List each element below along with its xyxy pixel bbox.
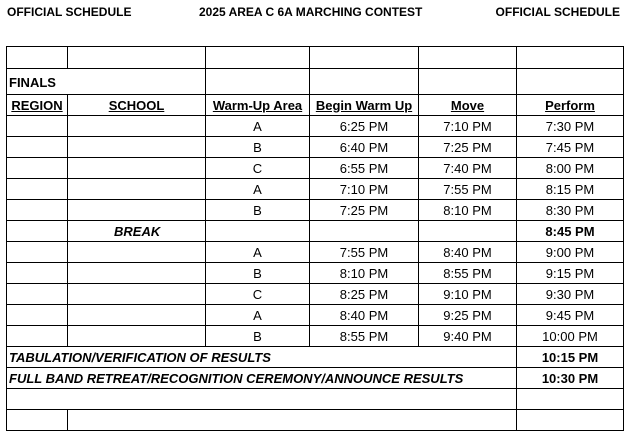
move-cell: 9:10 PM	[419, 284, 517, 305]
schedule-row	[7, 179, 624, 200]
school-cell	[68, 158, 206, 179]
perform-cell: 9:00 PM	[517, 242, 624, 263]
warmup-area-cell: A	[206, 305, 310, 326]
column-header-row	[7, 95, 624, 116]
begin-warmup-cell: 8:10 PM	[310, 263, 419, 284]
warmup-area-cell: C	[206, 158, 310, 179]
school-cell	[68, 263, 206, 284]
break-label: BREAK	[68, 221, 206, 242]
perform-cell: 7:30 PM	[517, 116, 624, 137]
move-cell: 7:25 PM	[419, 137, 517, 158]
region-cell	[7, 179, 68, 200]
schedule-row	[7, 158, 624, 179]
school-cell	[68, 200, 206, 221]
schedule-row	[7, 263, 624, 284]
region-cell	[7, 305, 68, 326]
begin-warmup-cell: 6:55 PM	[310, 158, 419, 179]
retreat-time: 10:30 PM	[517, 368, 624, 389]
region-cell	[7, 284, 68, 305]
column-header: Begin Warm Up	[310, 95, 419, 116]
contest-title: 2025 AREA C 6A MARCHING CONTEST	[199, 5, 423, 19]
schedule-row	[7, 137, 624, 158]
region-cell	[7, 158, 68, 179]
warmup-area-cell: B	[206, 263, 310, 284]
schedule-row	[7, 326, 624, 347]
move-cell: 7:10 PM	[419, 116, 517, 137]
tabulation-label: TABULATION/VERIFICATION OF RESULTS	[7, 347, 517, 368]
perform-cell: 8:00 PM	[517, 158, 624, 179]
perform-cell: 10:00 PM	[517, 326, 624, 347]
perform-cell: 9:30 PM	[517, 284, 624, 305]
region-cell	[7, 200, 68, 221]
move-cell: 7:55 PM	[419, 179, 517, 200]
warmup-area-cell: C	[206, 284, 310, 305]
column-header: Warm-Up Area	[206, 95, 310, 116]
schedule-row	[7, 242, 624, 263]
header-left: OFFICIAL SCHEDULE	[7, 5, 132, 19]
retreat-label: FULL BAND RETREAT/RECOGNITION CEREMONY/ANNOUNCE RESULTS	[7, 368, 517, 389]
begin-warmup-cell: 8:25 PM	[310, 284, 419, 305]
perform-cell: 7:45 PM	[517, 137, 624, 158]
tabulation-time: 10:15 PM	[517, 347, 624, 368]
header-right: OFFICIAL SCHEDULE	[495, 5, 620, 19]
empty-row	[7, 389, 624, 410]
perform-cell: 9:45 PM	[517, 305, 624, 326]
school-cell	[68, 326, 206, 347]
school-cell	[68, 305, 206, 326]
schedule-row	[7, 305, 624, 326]
column-header: SCHOOL	[68, 95, 206, 116]
begin-warmup-cell: 6:40 PM	[310, 137, 419, 158]
warmup-area-cell: B	[206, 137, 310, 158]
region-cell	[7, 326, 68, 347]
perform-cell: 9:15 PM	[517, 263, 624, 284]
column-header: Move	[419, 95, 517, 116]
region-cell	[7, 137, 68, 158]
begin-warmup-cell: 7:10 PM	[310, 179, 419, 200]
break-row	[7, 221, 624, 242]
school-cell	[68, 116, 206, 137]
schedule-table	[6, 46, 624, 431]
break-time: 8:45 PM	[517, 221, 624, 242]
region-cell	[7, 263, 68, 284]
warmup-area-cell: B	[206, 200, 310, 221]
move-cell: 8:40 PM	[419, 242, 517, 263]
tabulation-row	[7, 347, 624, 368]
school-cell	[68, 242, 206, 263]
begin-warmup-cell: 6:25 PM	[310, 116, 419, 137]
schedule-row	[7, 284, 624, 305]
section-title-row	[7, 69, 624, 95]
begin-warmup-cell: 7:55 PM	[310, 242, 419, 263]
schedule-row	[7, 116, 624, 137]
school-cell	[68, 179, 206, 200]
warmup-area-cell: A	[206, 179, 310, 200]
empty-row	[7, 410, 624, 431]
group1-body	[7, 116, 624, 221]
move-cell: 8:55 PM	[419, 263, 517, 284]
school-cell	[68, 137, 206, 158]
school-cell	[68, 284, 206, 305]
begin-warmup-cell: 8:55 PM	[310, 326, 419, 347]
warmup-area-cell: B	[206, 326, 310, 347]
column-header: Perform	[517, 95, 624, 116]
group2-body	[7, 242, 624, 347]
move-cell: 8:10 PM	[419, 200, 517, 221]
schedule-row	[7, 200, 624, 221]
move-cell: 9:40 PM	[419, 326, 517, 347]
column-header: REGION	[7, 95, 68, 116]
spacer-row	[7, 47, 624, 69]
retreat-row	[7, 368, 624, 389]
begin-warmup-cell: 7:25 PM	[310, 200, 419, 221]
warmup-area-cell: A	[206, 116, 310, 137]
move-cell: 9:25 PM	[419, 305, 517, 326]
section-title: FINALS	[7, 69, 206, 95]
move-cell: 7:40 PM	[419, 158, 517, 179]
region-cell	[7, 116, 68, 137]
region-cell	[7, 242, 68, 263]
warmup-area-cell: A	[206, 242, 310, 263]
perform-cell: 8:15 PM	[517, 179, 624, 200]
begin-warmup-cell: 8:40 PM	[310, 305, 419, 326]
perform-cell: 8:30 PM	[517, 200, 624, 221]
